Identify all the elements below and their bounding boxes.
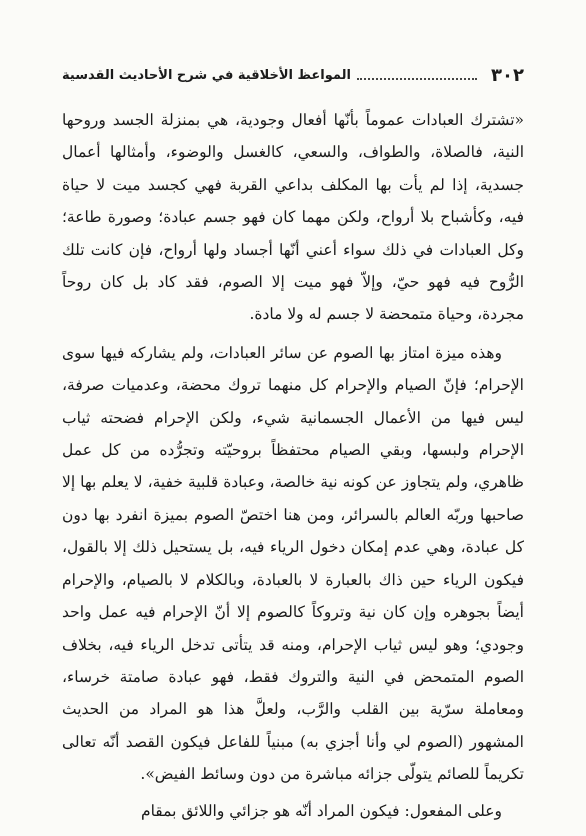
- paragraph-3-text: وعلى المفعول: فيكون المراد أنّه هو جزائي واللائق بمقام: [140, 801, 502, 820]
- paragraph-1-text: «تشترك العبادات عموماً بأنّها أفعال وجودية، هي بمنزلة الجسد وروحها النية، فالصلاة، والطواف، والسعي، كالغسل والوضوء، وأمثالها أعمال جسدية، إذا لم يأت بها المكلف بداعي القربة فهي كجسد ميت لا حياة فيه، وكأشباح بلا أرواح، ولكن مهما كان فهو جسم عبادة؛ وصورة طاعة؛ وكل العبادات في ذلك سواء أعني أنّها أجساد ولها أرواح، فإن كانت تلك الرُّوح فيه فهو حيّ، وإلاّ فهو ميت إلا الصوم، فقد كاد بل كان روحاً مجردة، وحياة متمحضة لا جسم له ولا مادة.: [62, 111, 524, 324]
- running-header: [62, 62, 524, 88]
- body-paragraph-1: [62, 104, 524, 331]
- running-title: المواعظ الأخلاقية في شرح الأحاديث القدسية: [62, 67, 351, 83]
- page-number: ٣٠٢: [491, 64, 524, 86]
- body-paragraph-3: [62, 795, 524, 827]
- paragraph-2-text: وهذه ميزة امتاز بها الصوم عن سائر العبادات، ولم يشاركه فيها سوى الإحرام؛ فإنّ الصيام والإحرام كل منهما تروك محضة، وعدميات صرفة، ليس فيها من الأعمال الجسمانية شيء، ولكن الإحرام فضحته ثياب الإحرام ولبسها، وبقي الصيام محتفظاً بروحيّته وتجرُّده من كل عمل ظاهري، ولم يتجاوز عن كونه نية خالصة، وعبادة قلبية خفية، لا يعلم بها إلا صاحبها وربّه العالم بالسرائر، ومن هنا اختصّ الصوم بميزة انفرد بها دون كل عبادة، وهي عدم إمكان دخول الرياء فيه، بل يستحيل ذلك إلا بالقول، فيكون الرياء حين ذاك بالعبارة لا بالعبادة، وبالكلام لا بالصيام، والإحرام أيضاً بجوهره وإن كان نية وتروكاً كالصوم إلا أنّ الإحرام فيه عمل واحد وجودي؛ وهو ليس ثياب الإحرام، ومنه قد يتأتى تدخل الرياء فيه، بخلاف الصوم المتمحض في النية والتروك فقط، فهو عبادة صامتة خرساء، ومعاملة سرّية بين القلب والرَّب، ولعلَّ هذا هو المراد من الحديث المشهور (الصوم لي وأنا أجزي به) مبنياً للفاعل فيكون القصد أنّه تعالى تكريماً للصائم يتولّى جزائه مباشرة من دون وسائط الفيض».: [62, 343, 524, 784]
- body-paragraph-2: [62, 337, 524, 791]
- header-dot-leader: [357, 70, 477, 80]
